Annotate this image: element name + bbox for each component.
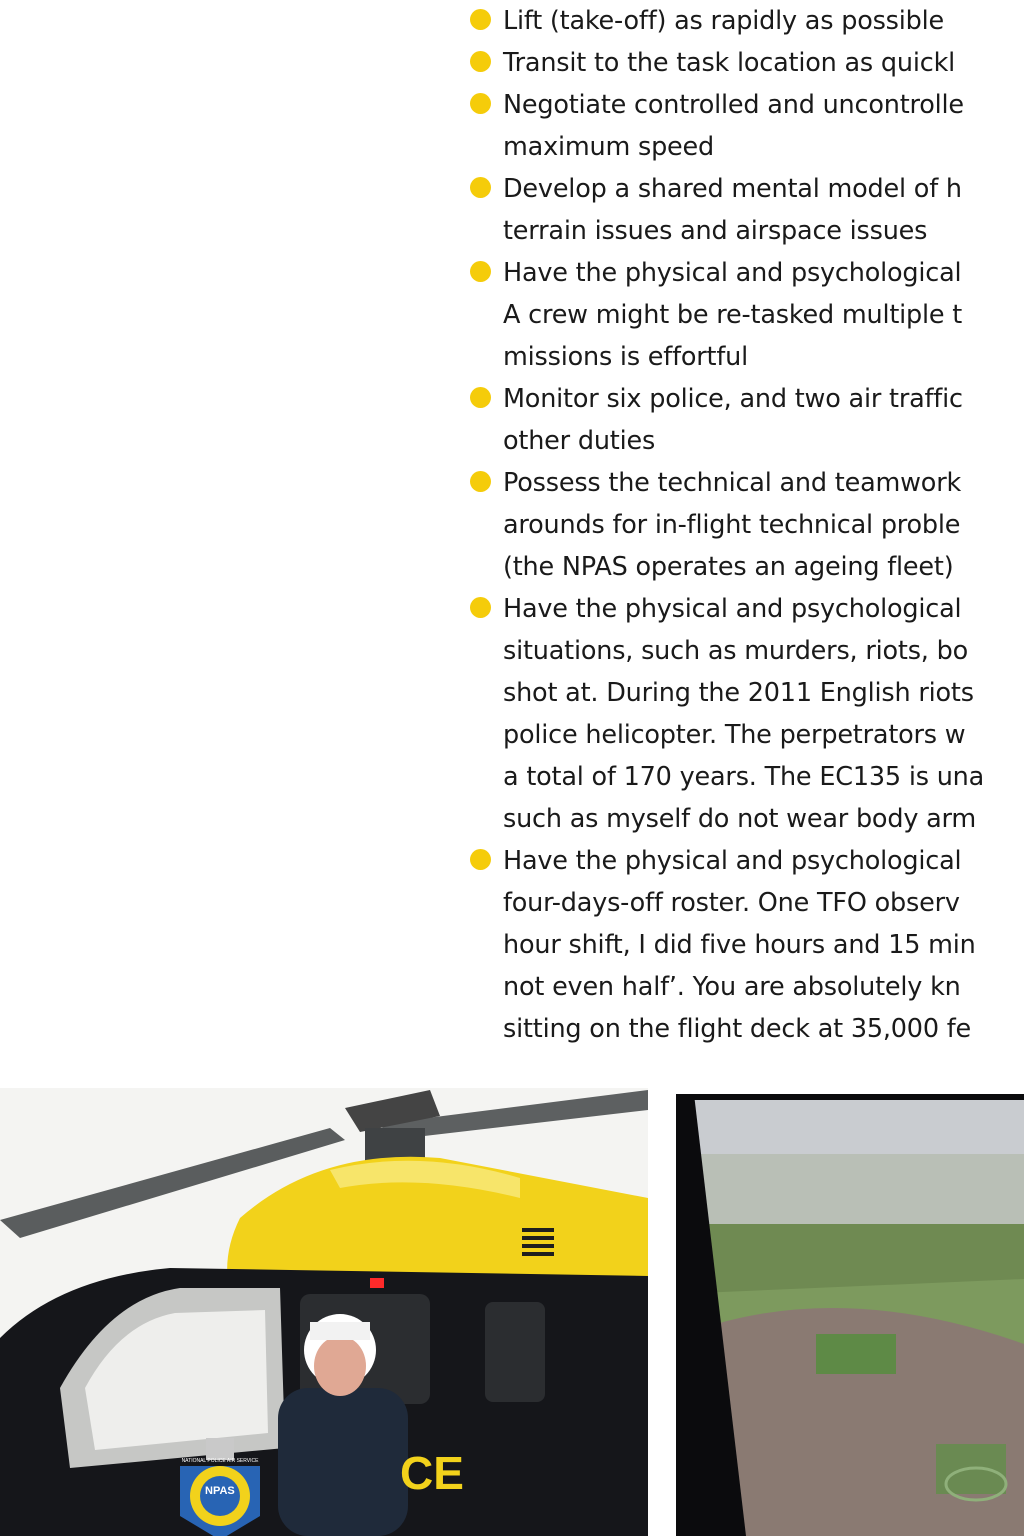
bullet-text-line: police helicopter. The perpetrators w bbox=[503, 720, 966, 750]
npas-badge-ring-text: NATIONAL POLICE AIR SERVICE bbox=[181, 1458, 259, 1464]
bullet-text-line: maximum speed bbox=[503, 132, 715, 162]
bullet-text-line: Have the physical and psychological bbox=[503, 846, 962, 876]
bullet-text-line: hour shift, I did five hours and 15 min bbox=[503, 930, 976, 960]
bullet-item bbox=[470, 0, 1024, 42]
bullet-text-line: Possess the technical and teamwork bbox=[503, 468, 962, 498]
bullet-text-line: terrain issues and airspace issues bbox=[503, 216, 928, 246]
helicopter-photo bbox=[0, 1088, 648, 1536]
bullet-text-line: Monitor six police, and two air traffic bbox=[503, 384, 963, 414]
bullet-text-line: arounds for in-flight technical proble bbox=[503, 510, 961, 540]
bullet-text-line: Have the physical and psychological bbox=[503, 258, 962, 288]
fuselage-lettering: CE bbox=[400, 1447, 464, 1499]
bullet-text-line: situations, such as murders, riots, bo bbox=[503, 636, 968, 666]
bullet-item bbox=[470, 84, 1024, 168]
aerial-view-photo bbox=[676, 1094, 1024, 1536]
bullet-text-line: Transit to the task location as quickl bbox=[503, 48, 956, 78]
bullet-item bbox=[470, 462, 1024, 588]
bullet-text-line: such as myself do not wear body arm bbox=[503, 804, 977, 834]
bullet-text-line: not even half’. You are absolutely kn bbox=[503, 972, 961, 1002]
bullet-list bbox=[470, 0, 1024, 1060]
bullet-text-line: Have the physical and psychological bbox=[503, 594, 962, 624]
bullet-text-line: missions is effortful bbox=[503, 342, 748, 372]
bullet-text-line: Negotiate controlled and uncontrolle bbox=[503, 90, 964, 120]
bullet-text-line: sitting on the flight deck at 35,000 fe bbox=[503, 1014, 972, 1044]
bullet-item bbox=[470, 252, 1024, 378]
bullet-item bbox=[470, 840, 1024, 1050]
bullet-text-line: Lift (take-off) as rapidly as possible bbox=[503, 6, 945, 36]
bullet-text-line: other duties bbox=[503, 426, 656, 456]
bullet-text-line: (the NPAS operates an ageing fleet) bbox=[503, 552, 954, 582]
bullet-text-line: four-days-off roster. One TFO observ bbox=[503, 888, 960, 918]
bullet-text-line: a total of 170 years. The EC135 is una bbox=[503, 762, 985, 792]
npas-badge-label: NPAS bbox=[205, 1485, 235, 1497]
bullet-item bbox=[470, 378, 1024, 462]
bullet-item bbox=[470, 42, 1024, 84]
bullet-text-line: A crew might be re-tasked multiple t bbox=[503, 300, 963, 330]
bullet-text-line: shot at. During the 2011 English riots bbox=[503, 678, 974, 708]
bullet-text-line: Develop a shared mental model of h bbox=[503, 174, 962, 204]
bullet-item bbox=[470, 168, 1024, 252]
bullet-item bbox=[470, 588, 1024, 840]
